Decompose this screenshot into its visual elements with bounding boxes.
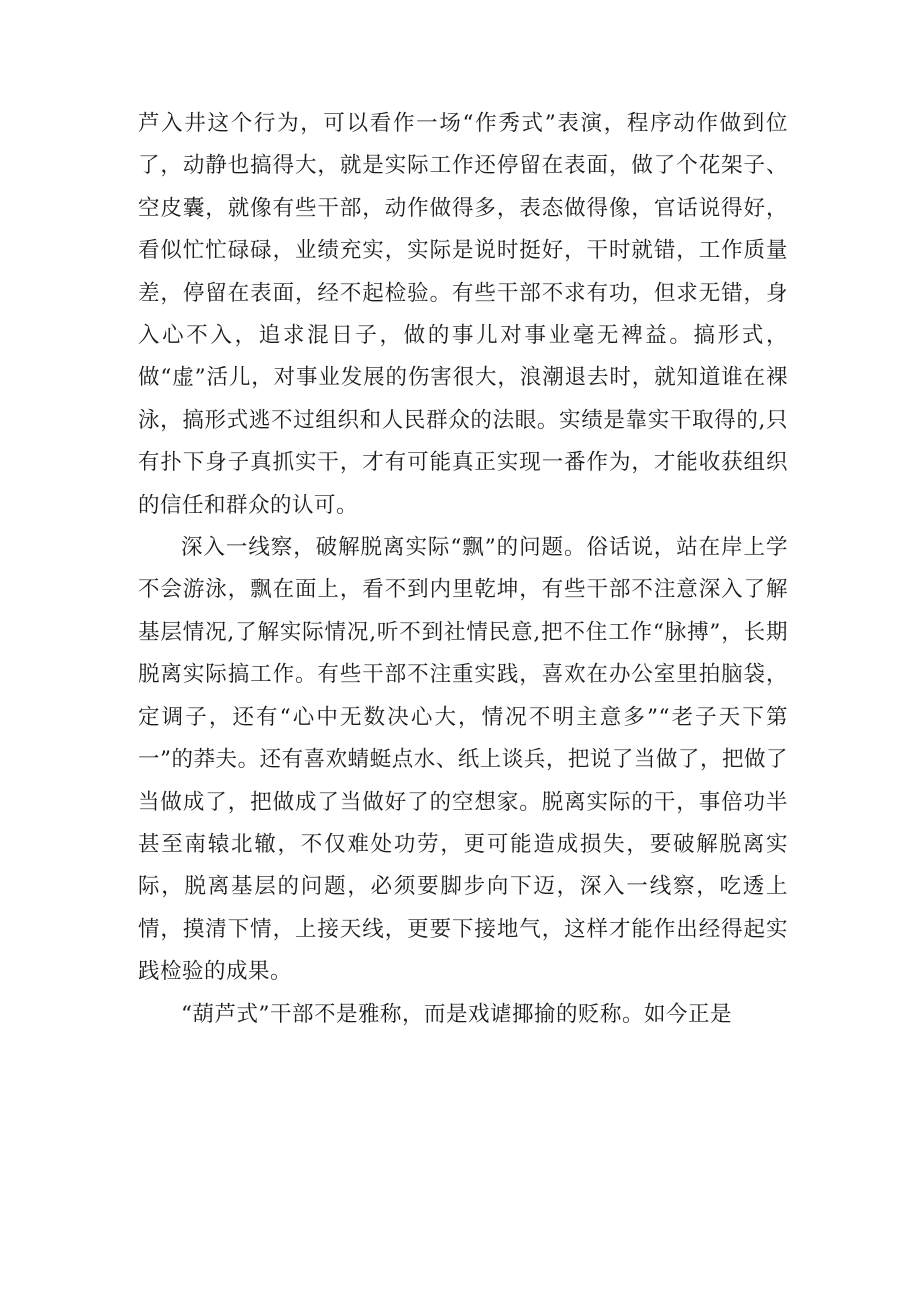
document-body xyxy=(138,103,788,1036)
paragraph-deep-inspection: 深入一线察，破解脱离实际“飘”的问题。俗话说，站在岸上学不会游泳，飘在面上，看不到内里乾坤，有些干部不注意深入了解基层情况,了解实际情况,听不到社情民意,把不住工作“脉搏”，长期脱离实际搞工作。有些干部不注重实践，喜欢在办公室里拍脑袋，定调子，还有“心中无数决心大，情况不明主意多”“老子天下第一”的莽夫。还有喜欢蜻蜓点水、纸上谈兵，把说了当做了，把做了当做成了，把做成了当做好了的空想家。脱离实际的干，事倍功半甚至南辕北辙，不仅难处功劳，更可能造成损失，要破解脱离实际，脱离基层的问题，必须要脚步向下迈，深入一线察，吃透上情，摸清下情，上接天线，更要下接地气，这样才能作出经得起实践检验的成果。 xyxy=(138,535,788,985)
paragraph-continuation: 芦入井这个行为，可以看作一场“作秀式”表演，程序动作做到位了，动静也搞得大，就是实际工作还停留在表面，做了个花架子、空皮囊，就像有些干部，动作做得多，表态做得像，官话说得好，看似忙忙碌碌，业绩充实，实际是说时挺好，干时就错，工作质量差，停留在表面，经不起检验。有些干部不求有功，但求无错，身入心不入，追求混日子，做的事儿对事业毫无裨益。搞形式，做“虚”活儿，对事业发展的伤害很大，浪潮退去时，就知道谁在裸泳，搞形式逃不过组织和人民群众的法眼。实绩是靠实干取得的,只有扑下身子真抓实干，才有可能真正实现一番作为，才能收获组织的信任和群众的认可。 xyxy=(138,111,788,518)
paragraph-gourd-cadre: “葫芦式”干部不是雅称，而是戏谑揶揄的贬称。如今正是 xyxy=(181,1001,732,1027)
